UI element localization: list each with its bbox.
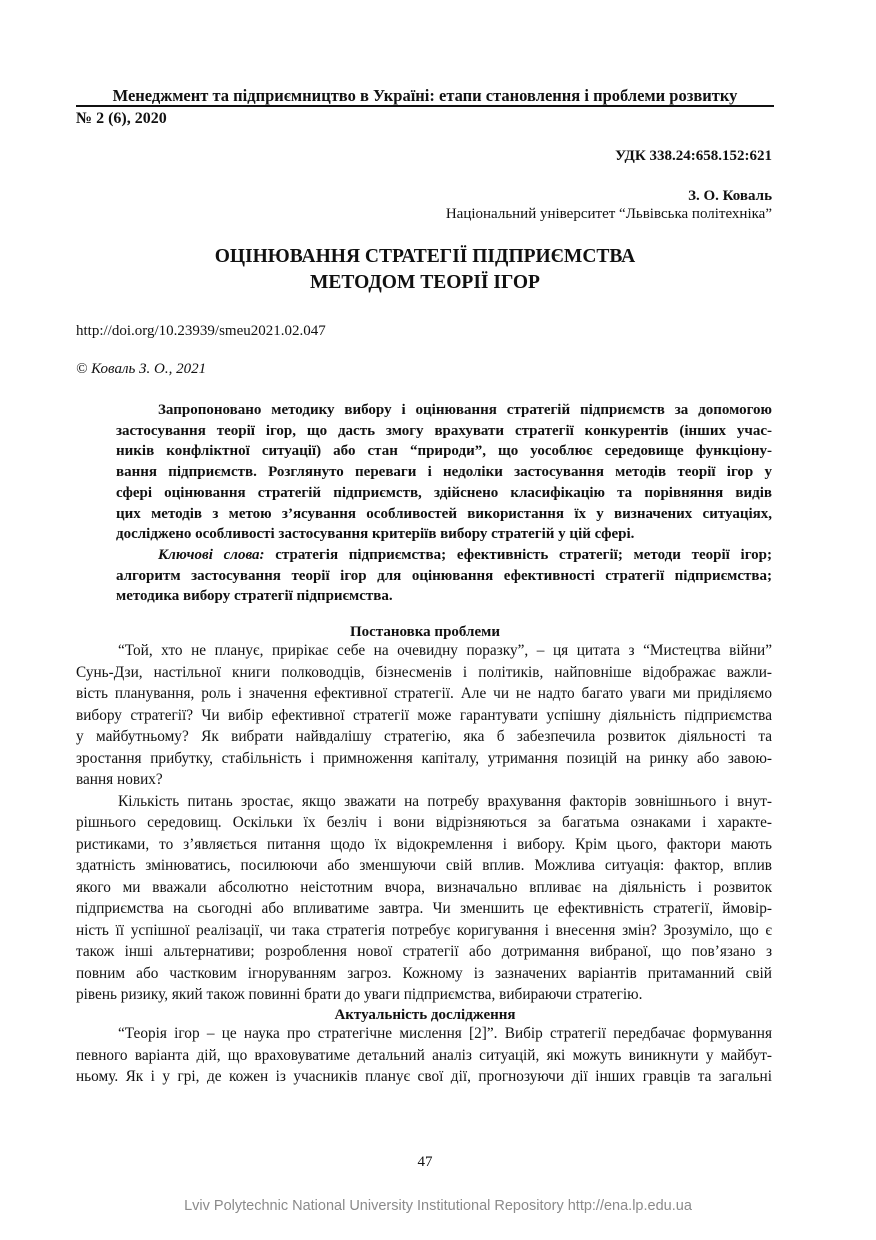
text-line: вання підприємств. Розглянуто переваги і недоліки застосування методів теорії ігор у bbox=[116, 464, 772, 481]
doi-link[interactable]: http://doi.org/10.23939/smeu2021.02.047 bbox=[76, 323, 326, 339]
text-line: цих методів з метою з’ясування особливостей використання їх у визначених ситуаціях, bbox=[116, 505, 772, 522]
text-line: ників конфліктної ситуації) або стан “природи”, що уособлює середовище функціону- bbox=[116, 443, 772, 460]
text-line: вість планування, роль і значення ефективної стратегії. Але чи не надто багато уваги ми приділяємо bbox=[76, 685, 772, 702]
repository-footer: Lviv Polytechnic National University Institutional Repository http://ena.lp.edu.ua bbox=[184, 1198, 692, 1214]
text-line: Кількість питань зростає, якщо зважати на потребу врахування факторів зовнішнього і внут- bbox=[118, 792, 772, 810]
text-line: здатність змінюватись, посилюючи або зменшуючи свій вплив. Можлива ситуація: фактор, вплив bbox=[76, 857, 772, 874]
header-rule bbox=[76, 105, 774, 107]
keywords-text: стратегія підприємства; ефективність стратегії; методи теорії ігор; bbox=[264, 546, 772, 563]
text-line: повним або частковим ігноруванням загроз. Кожному із зазначених варіантів притаманний свій bbox=[76, 964, 772, 982]
text-line: зростання прибутку, стабільність і примноження капіталу, утримання позицій на ринку або завою- bbox=[76, 749, 772, 767]
section-heading: Актуальність дослідження bbox=[334, 1007, 516, 1023]
text-line: ристиками, то з’являється питання щодо їх відокремлення і вибору. Крім цього, фактори мають bbox=[76, 835, 772, 853]
page-number: 47 bbox=[417, 1154, 433, 1170]
text-line: “Той, хто не планує, прирікає себе на очевидну поразку”, – ця цитата з “Мистецтва війни” bbox=[118, 642, 772, 659]
text-line: Запропоновано методику вибору і оцінювання стратегій підприємств за допомогою bbox=[158, 402, 772, 418]
text-line: сфері оцінювання стратегій підприємств, здійснено класифікацію та порівняння видів bbox=[116, 484, 772, 501]
author-name: З. О. Коваль bbox=[688, 188, 772, 204]
text-line: рівень ризику, який також повинні брати до уваги підприємства, вибираючи стратегію. bbox=[76, 986, 643, 1003]
author-affiliation: Національний університет “Львівська політехніка” bbox=[445, 206, 772, 222]
text-line: застосування теорії ігор, що дасть змогу врахувати стратегії конкурентів (інших учас- bbox=[116, 422, 772, 439]
text-line: у майбутньому? Як вибрати найвдалішу стратегію, яка б забезпечила розвиток діяльності та bbox=[76, 728, 772, 745]
paper-title-line-2: МЕТОДОМ ТЕОРІЇ ІГОР bbox=[310, 272, 540, 293]
text-line: алгоритм застосування теорії ігор для оцінювання ефективності стратегії підприємства; bbox=[116, 567, 772, 584]
text-line: “Теорія ігор – це наука про стратегічне мислення [2]”. Вибір стратегії передбачає формування bbox=[118, 1025, 772, 1042]
text-line: методика вибору стратегії підприємства. bbox=[116, 588, 393, 605]
paper-title-line-1: ОЦІНЮВАННЯ СТРАТЕГІЇ ПІДПРИЄМСТВА bbox=[214, 246, 636, 267]
copyright: © Коваль З. О., 2021 bbox=[76, 361, 207, 377]
text-line: певного варіанта дій, що враховуватиме детальний аналіз ситуацій, які можуть виникнути у майбут- bbox=[76, 1046, 772, 1064]
text-line: якого ми вважали абсолютно неістотним вчора, визначально впливає на діяльність і розвиток bbox=[76, 878, 772, 896]
udc-code: УДК 338.24:658.152:621 bbox=[615, 148, 772, 164]
text-line: ність її успішної реалізації, чи така стратегія потребує коригування і внесення змін? Зрозуміло, що є bbox=[76, 921, 772, 939]
text-line: досліджено особливості застосування критеріїв вибору стратегій у цій сфері. bbox=[116, 526, 635, 543]
issue-number: № 2 (6), 2020 bbox=[76, 110, 167, 127]
text-line: також інші альтернативи; розроблення нової стратегії або дотримання вибраної, що пов’язано з bbox=[76, 943, 772, 960]
text-line: рішнього середовищ. Оскільки їх безліч і вони відрізняються за багатьма ознаками і характе- bbox=[76, 814, 772, 831]
section-heading: Постановка проблеми bbox=[350, 624, 500, 640]
text-line: підприємства на сьогодні або впливатиме завтра. Чи зменшить це ефективність стратегії, ймовір- bbox=[76, 900, 772, 917]
journal-title: Менеджмент та підприємництво в Україні: етапи становлення і проблеми розвитку bbox=[112, 86, 738, 105]
text-line: вибору стратегії? Чи вибір ефективної стратегії може гарантувати успішну діяльність підприємства bbox=[76, 706, 772, 724]
text-line: Сунь-Дзи, настільної книги полководців, бізнесменів і політиків, найповніше відображає важли- bbox=[76, 663, 772, 681]
keywords-line bbox=[158, 545, 772, 565]
text-line: ньому. Як і у грі, де кожен із учасників планує свої дії, прогнозуючи дії інших гравців та загальні bbox=[76, 1068, 772, 1085]
text-line: вання нових? bbox=[76, 771, 163, 788]
keywords-label: Ключові слова: bbox=[158, 546, 265, 563]
